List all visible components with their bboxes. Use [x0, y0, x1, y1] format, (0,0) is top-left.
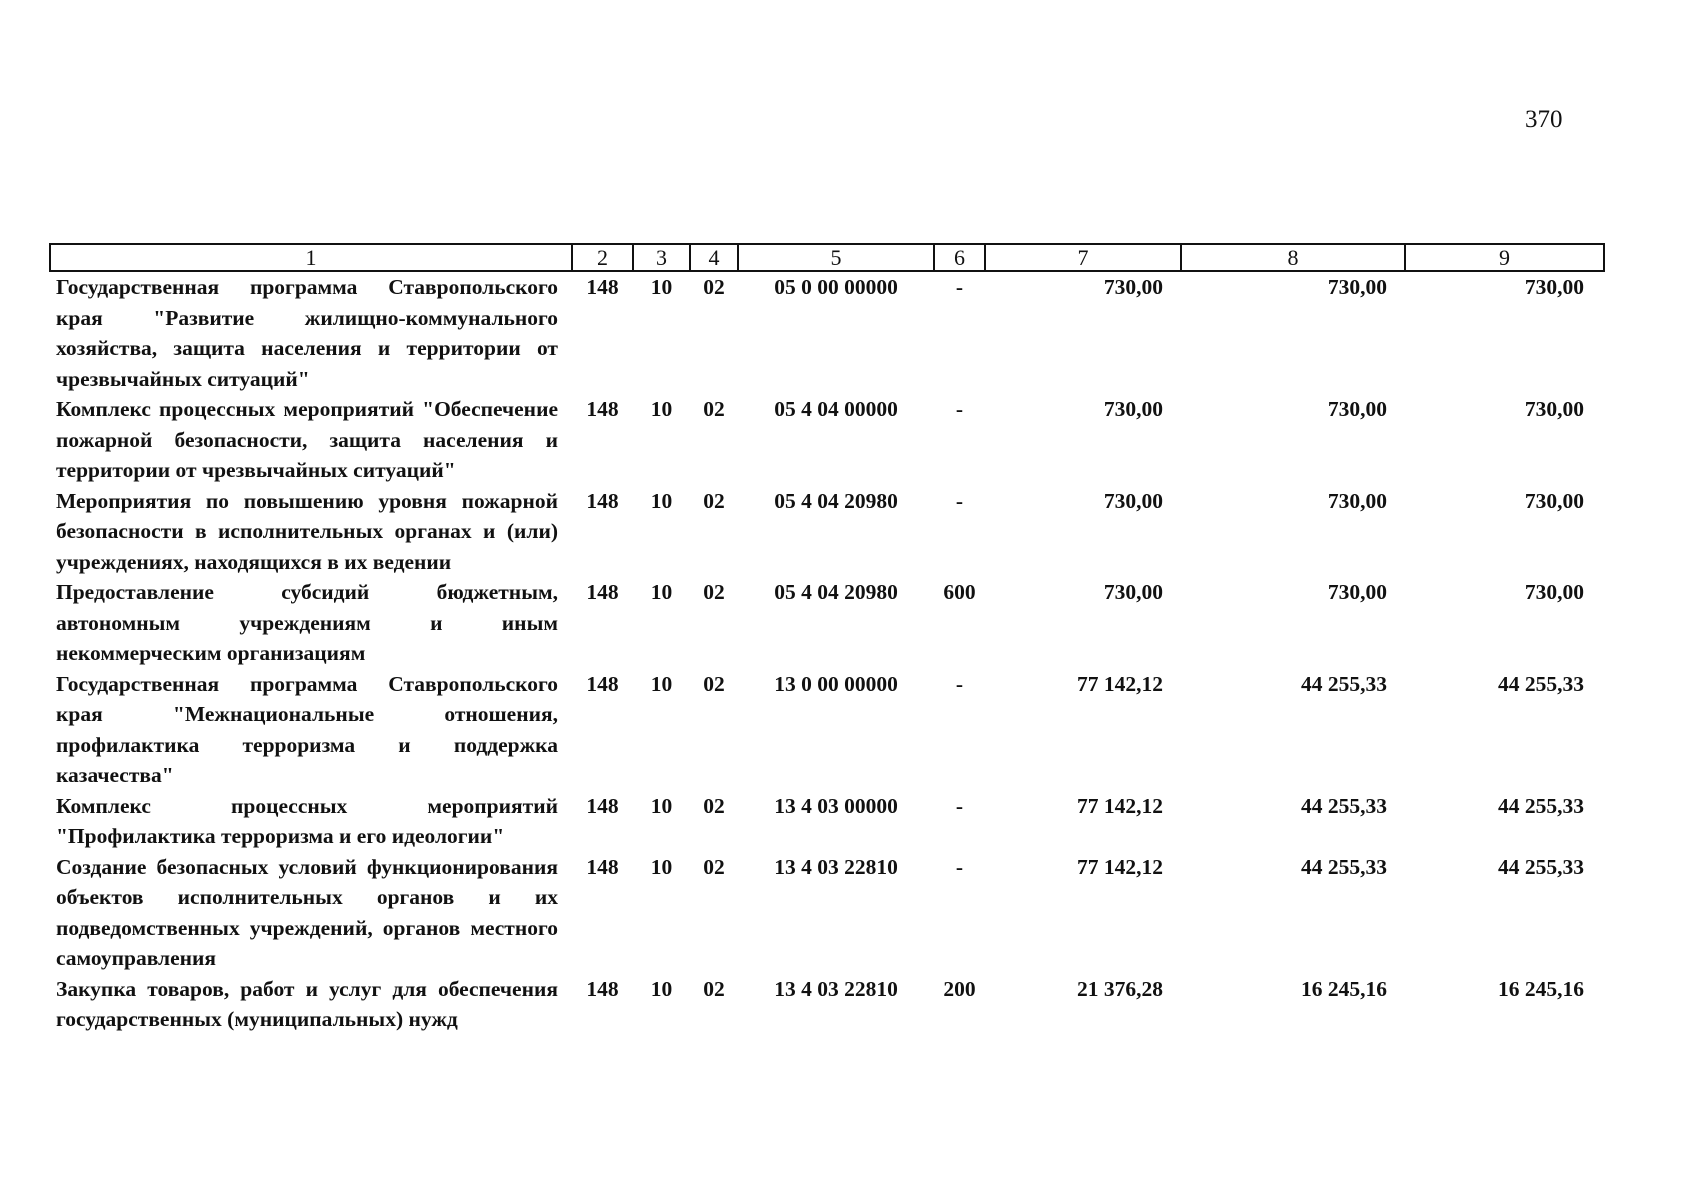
row-col-3: 10 — [650, 275, 673, 299]
row-col-4: 02 — [703, 397, 725, 421]
row-col-5: 13 4 03 22810 — [774, 976, 898, 1001]
table-row — [50, 974, 1604, 1035]
row-col-3: 10 — [650, 580, 673, 604]
row-col-4: 02 — [703, 580, 725, 604]
row-name: Государственная программа Ставропольского края "Развитие жилищно-коммунального хозяйства, защита населения и территории от чрезвычайных ситуаций" — [56, 275, 558, 391]
table-row — [50, 271, 1604, 394]
row-col-4: 02 — [703, 671, 725, 696]
header-col-5: 5 — [738, 244, 934, 271]
row-col-4: 02 — [703, 854, 725, 879]
header-col-7: 7 — [985, 244, 1181, 271]
table-row — [50, 486, 1604, 578]
table-row — [50, 852, 1604, 974]
header-col-9: 9 — [1405, 244, 1604, 271]
row-col-9: 730,00 — [1524, 397, 1584, 421]
row-col-8: 44 255,33 — [1301, 854, 1387, 879]
row-col-7: 730,00 — [1103, 580, 1163, 604]
row-col-8: 16 245,16 — [1301, 976, 1387, 1001]
row-col-7: 77 142,12 — [1077, 793, 1163, 818]
row-col-5: 05 4 04 20980 — [774, 488, 898, 513]
row-col-9: 730,00 — [1524, 580, 1584, 604]
header-col-4: 4 — [690, 244, 738, 271]
row-col-3: 10 — [650, 488, 673, 513]
row-name: Закупка товаров, работ и услуг для обеспечения государственных (муниципальных) нужд — [56, 976, 558, 1031]
row-col-5: 13 0 00 00000 — [774, 671, 898, 696]
row-col-4: 02 — [703, 976, 725, 1001]
row-col-4: 02 — [703, 275, 725, 299]
header-col-8: 8 — [1181, 244, 1405, 271]
row-col-8: 44 255,33 — [1301, 793, 1387, 818]
row-col-5: 13 4 03 22810 — [774, 854, 898, 879]
budget-table — [49, 243, 1605, 1035]
row-col-2: 148 — [586, 976, 619, 1001]
row-col-6: 200 — [943, 976, 976, 1001]
page-number: 370 — [1525, 106, 1563, 133]
row-col-5: 05 4 04 20980 — [774, 580, 898, 604]
row-col-3: 10 — [650, 397, 673, 421]
row-col-7: 730,00 — [1103, 397, 1163, 421]
table-row — [50, 394, 1604, 486]
row-col-6: - — [955, 854, 964, 879]
row-col-5: 13 4 03 00000 — [774, 793, 898, 818]
row-col-6: 600 — [943, 580, 976, 604]
header-col-6: 6 — [934, 244, 985, 271]
row-col-7: 730,00 — [1103, 275, 1163, 299]
row-name: Комплекс процессных мероприятий "Профилактика терроризма и его идеологии" — [56, 793, 558, 848]
row-col-2: 148 — [586, 671, 619, 696]
table-header — [50, 244, 1604, 271]
row-col-8: 730,00 — [1327, 580, 1387, 604]
row-col-6: - — [955, 275, 964, 299]
header-col-3: 3 — [633, 244, 690, 271]
row-col-9: 730,00 — [1524, 488, 1584, 513]
row-col-8: 730,00 — [1327, 488, 1387, 513]
table-row — [50, 791, 1604, 852]
row-col-6: - — [955, 488, 964, 513]
row-col-8: 730,00 — [1327, 275, 1387, 299]
row-col-6: - — [955, 397, 964, 421]
row-col-3: 10 — [650, 671, 673, 696]
row-col-9: 44 255,33 — [1498, 793, 1584, 818]
row-col-2: 148 — [586, 397, 619, 421]
row-col-9: 44 255,33 — [1498, 671, 1584, 696]
row-col-3: 10 — [650, 976, 673, 1001]
row-name: Мероприятия по повышению уровня пожарной безопасности в исполнительных органах и (или) учреждениях, находящихся в их ведении — [56, 488, 558, 574]
row-col-6: - — [955, 671, 964, 696]
row-col-8: 44 255,33 — [1301, 671, 1387, 696]
row-col-2: 148 — [586, 580, 619, 604]
row-col-7: 77 142,12 — [1077, 671, 1163, 696]
row-name: Предоставление субсидий бюджетным, автономным учреждениям и иным некоммерческим организациям — [56, 580, 558, 665]
row-col-9: 44 255,33 — [1498, 854, 1584, 879]
header-row — [50, 244, 1604, 271]
row-col-2: 148 — [586, 488, 619, 513]
row-col-7: 77 142,12 — [1077, 854, 1163, 879]
row-col-7: 21 376,28 — [1077, 976, 1163, 1001]
row-col-4: 02 — [703, 793, 725, 818]
row-col-2: 148 — [586, 275, 619, 299]
header-col-1: 1 — [50, 244, 572, 271]
row-col-7: 730,00 — [1103, 488, 1163, 513]
row-name: Комплекс процессных мероприятий "Обеспечение пожарной безопасности, защита населения и территории от чрезвычайных ситуаций" — [56, 397, 558, 482]
table-row — [50, 669, 1604, 791]
row-col-2: 148 — [586, 793, 619, 818]
row-col-5: 05 4 04 00000 — [774, 397, 898, 421]
row-col-9: 16 245,16 — [1498, 976, 1584, 1001]
row-name: Государственная программа Ставропольского края "Межнациональные отношения, профилактика терроризма и поддержка казачества" — [56, 671, 558, 787]
table-body — [50, 271, 1604, 1035]
header-col-2: 2 — [572, 244, 633, 271]
row-col-3: 10 — [650, 793, 673, 818]
row-col-9: 730,00 — [1524, 275, 1584, 299]
row-col-8: 730,00 — [1327, 397, 1387, 421]
row-col-2: 148 — [586, 854, 619, 879]
row-col-6: - — [955, 793, 964, 818]
row-col-4: 02 — [703, 488, 725, 513]
row-col-5: 05 0 00 00000 — [774, 275, 898, 299]
row-name: Создание безопасных условий функционирования объектов исполнительных органов и их подведомственных учреждений, органов местного самоуправления — [56, 854, 558, 970]
table-row — [50, 577, 1604, 669]
row-col-3: 10 — [650, 854, 673, 879]
